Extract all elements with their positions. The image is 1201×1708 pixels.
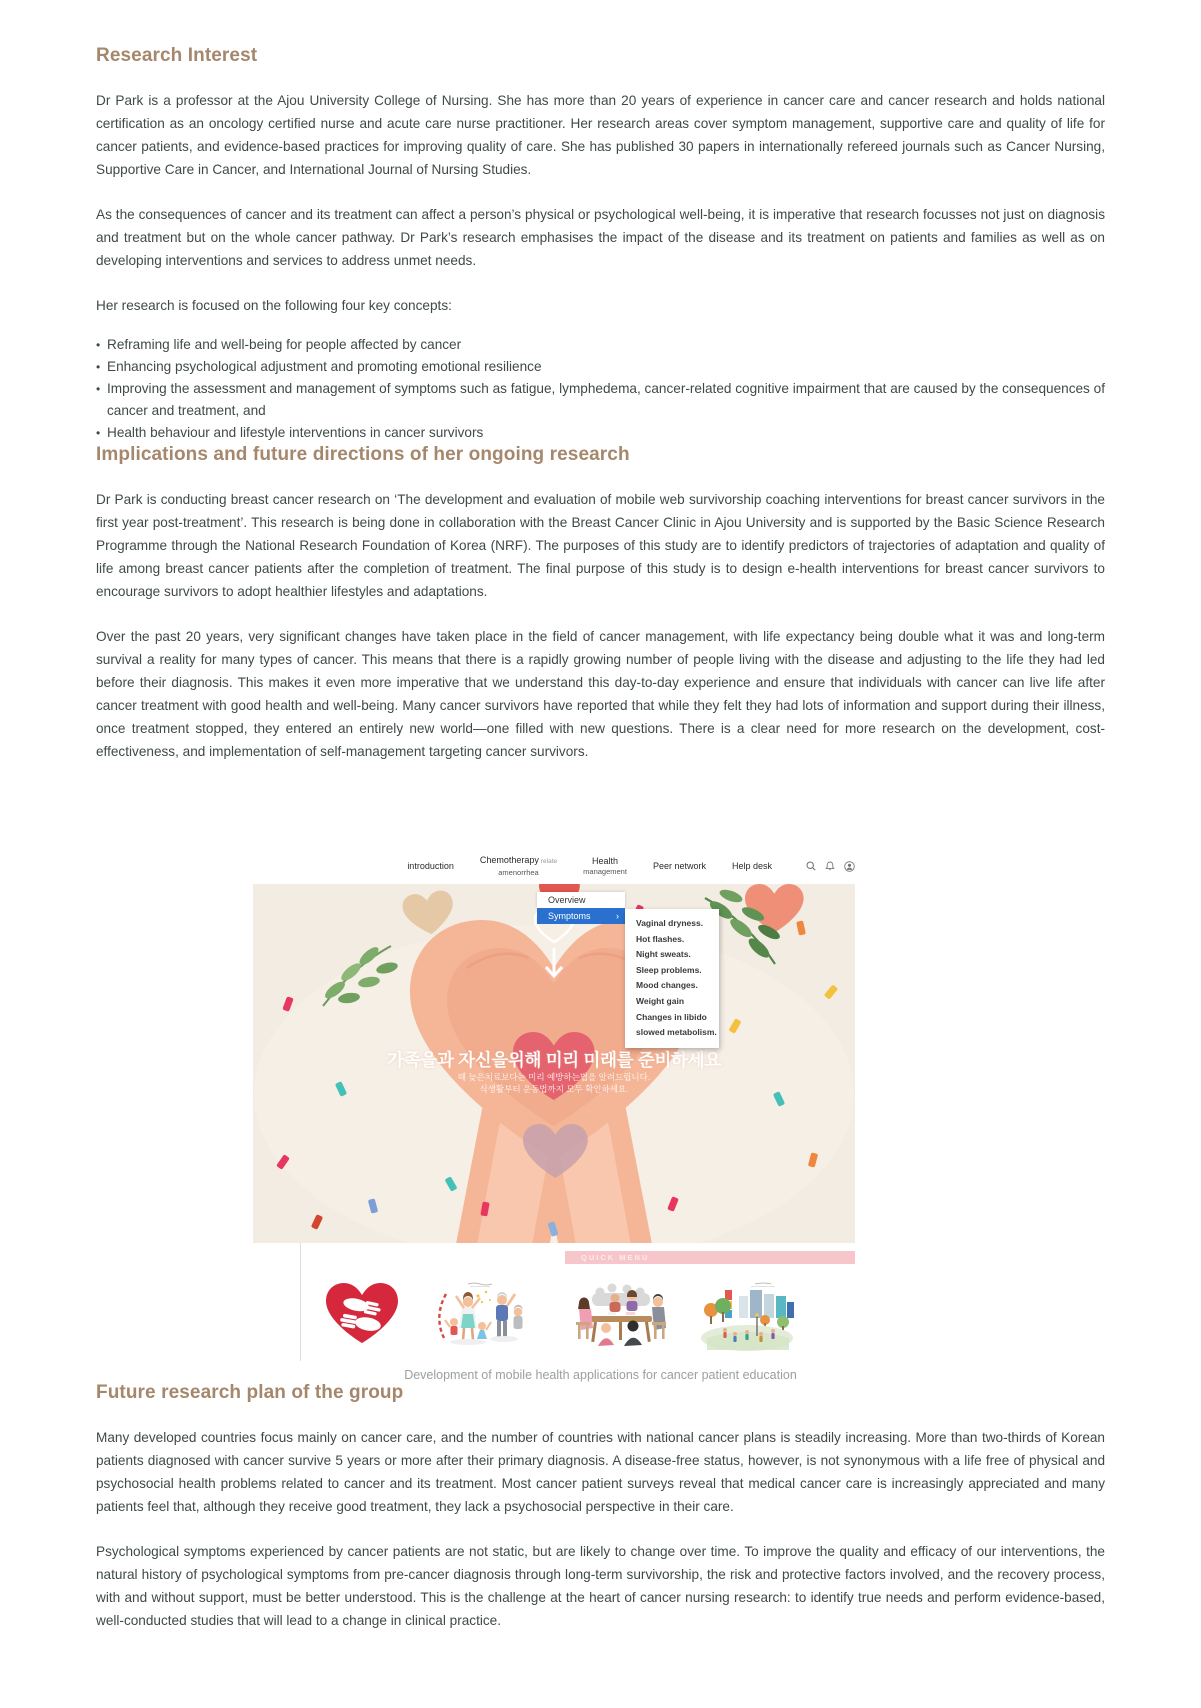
nav-icon-group (806, 861, 855, 872)
menu-item-symptoms[interactable]: Symptoms › (537, 908, 625, 924)
chevron-right-icon: › (616, 911, 619, 921)
app-nav-bar (253, 848, 855, 884)
illustration-park-community (695, 1276, 800, 1354)
user-icon[interactable] (844, 861, 855, 872)
quick-menu-button[interactable]: QUICK MENU (565, 1251, 855, 1264)
illustration-family-exercise (430, 1276, 530, 1354)
divider (300, 1243, 301, 1361)
hero-title: 가족을과 자신을위해 미리 미래를 준비하세요 (387, 1050, 721, 1070)
list-item: • Improving the assessment and management of symptoms such as fatigue, lymphedema, cancer-related cognitive impairment that are caused by the consequences of cancer and treatment, and (96, 378, 1105, 422)
nav-item-introduction[interactable]: introduction (407, 861, 454, 871)
list-item: • Enhancing psychological adjustment and promoting emotional resilience (96, 356, 1105, 378)
menu-item-overview[interactable]: Overview (537, 892, 625, 908)
submenu-item[interactable]: Weight gain (636, 995, 685, 1006)
paragraph: Dr Park is a professor at the Ajou University College of Nursing. She has more than 20 years of experience in cancer care and cancer research and holds national certification as an oncology certified nurse and acute care nurse practitioner. Her research areas cover symptom management, supportive care and quality of life for cancer patients, and evidence-based practices for improving quality of care. She has published 30 papers in internationally refereed journals such as Cancer Nursing, Supportive Care in Cancer, and International Journal of Nursing Studies. (96, 93, 1105, 177)
section-heading-future-research-plan: Future research plan of the group (96, 1382, 404, 1403)
paragraph: Dr Park is conducting breast cancer research on ‘The development and evaluation of mobile web survivorship coaching interventions for breast cancer survivors in the first year post-treatment’. This research is being done in collaboration with the Breast Cancer Clinic in Ajou University and is supported by the Basic Science Research Programme through the National Research Foundation of Korea (NRF). The purposes of this study are to identify predictors of trajectories of adaptation and quality of life among breast cancer patients after the completion of treatment. The final purpose of this study is to design e-health interventions for breast cancer survivors to encourage survivors to adopt healthier lifestyles and adaptations. (96, 492, 1105, 599)
symptoms-submenu (625, 909, 719, 1048)
nav-item-peer-network[interactable]: Peer network (652, 861, 706, 871)
list-item: • Health behaviour and lifestyle interventions in cancer survivors (96, 422, 1105, 444)
section-heading-implications: Implications and future directions of her ongoing research (96, 444, 630, 465)
submenu-item[interactable]: slowed metabolism. (636, 1027, 717, 1038)
hero-subtitle: 식생활부터 운동법까지 모두 확인하세요. (479, 1084, 629, 1094)
paragraph: Over the past 20 years, very significant changes have taken place in the field of cancer management, with life expectancy being double what it was and long-term survival a reality for many types of cancer. This means that there is a rapidly growing number of people living with the disease and adjusting to the life they had led before their diagnosis. This makes it even more imperative that we understand this day-to-day experience and ensure that individuals with cancer can live life after cancer treatment with good health and well-being. Many cancer survivors have reported that while they felt they had lots of information and support during their illness, once treatment stopped, they entered an entirely new world—one filled with new questions. There is a clear need for more research on the development, cost-effectiveness, and implementation of self-management targeting cancer survivors. (96, 629, 1105, 759)
submenu-item[interactable]: Hot flashes. (636, 933, 685, 944)
nav-item-chemotherapy-related-amenorrhea[interactable]: Chemotherapy relate amenorrhea (479, 854, 558, 877)
bell-icon[interactable] (825, 861, 835, 871)
search-icon[interactable] (806, 861, 816, 871)
paragraph: As the consequences of cancer and its treatment can affect a person’s physical or psychological well-being, it is imperative that research focusses not just on diagnosis and treatment but on the whole cancer pathway. Dr Park’s research emphasises the impact of the disease and its treatment on patients and families as well as on developing interventions and services to address unmet needs. (96, 207, 1105, 268)
nav-item-help-desk[interactable]: Help desk (731, 861, 772, 871)
figure-mobile-app-screenshot (253, 848, 855, 1361)
submenu-item[interactable]: Mood changes. (636, 980, 698, 991)
submenu-item[interactable]: Changes in libido (636, 1011, 707, 1022)
illustration-group-meeting (570, 1276, 673, 1354)
app-quick-menu-strip (253, 1243, 855, 1361)
app-hero-banner (253, 884, 855, 1243)
submenu-item[interactable]: Sleep problems. (636, 964, 702, 975)
paragraph: Psychological symptoms experienced by cancer patients are not static, but are likely to change over time. To improve the quality and efficacy of our interventions, the natural history of psychological symptoms from pre-cancer diagnosis through long-term survivorship, the risk and protective factors involved, and the recovery process, with and without support, must be better understood. This is the challenge at the heart of cancer nursing research: to identify true needs and perform evidence-based, well-conducted studies that will lead to a change in clinical practice. (96, 1544, 1105, 1628)
submenu-item[interactable]: Night sweats. (636, 949, 691, 960)
section-heading-research-interest: Research Interest (96, 45, 258, 66)
paragraph: Her research is focused on the following four key concepts: (96, 298, 452, 313)
key-concepts-list (96, 334, 1105, 444)
figure-caption: Development of mobile health applications for cancer patient education (404, 1368, 797, 1382)
nav-item-health-management[interactable]: Health management (583, 855, 627, 876)
paragraph: Many developed countries focus mainly on cancer care, and the number of countries with national cancer plans is steadily increasing. More than two-thirds of Korean patients diagnosed with cancer survive 5 years or more after their primary diagnosis. A disease-free status, however, is not synonymous with a life free of physical and psychosocial health problems related to cancer and its treatment. Most cancer patient surveys reveal that medical cancer care is increasingly appreciated and many patients feel that, although they receive good treatment, they lack a psychosocial perspective in their care. (96, 1430, 1105, 1514)
hero-subtitle: 때 늦은치료보다는 미리 예방하는법을 알려드립니다. (457, 1072, 651, 1082)
list-item: • Reframing life and well-being for people affected by cancer (96, 334, 1105, 356)
submenu-item[interactable]: Vaginal dryness. (636, 918, 704, 928)
illustration-heart-hands-logo (310, 1276, 413, 1354)
